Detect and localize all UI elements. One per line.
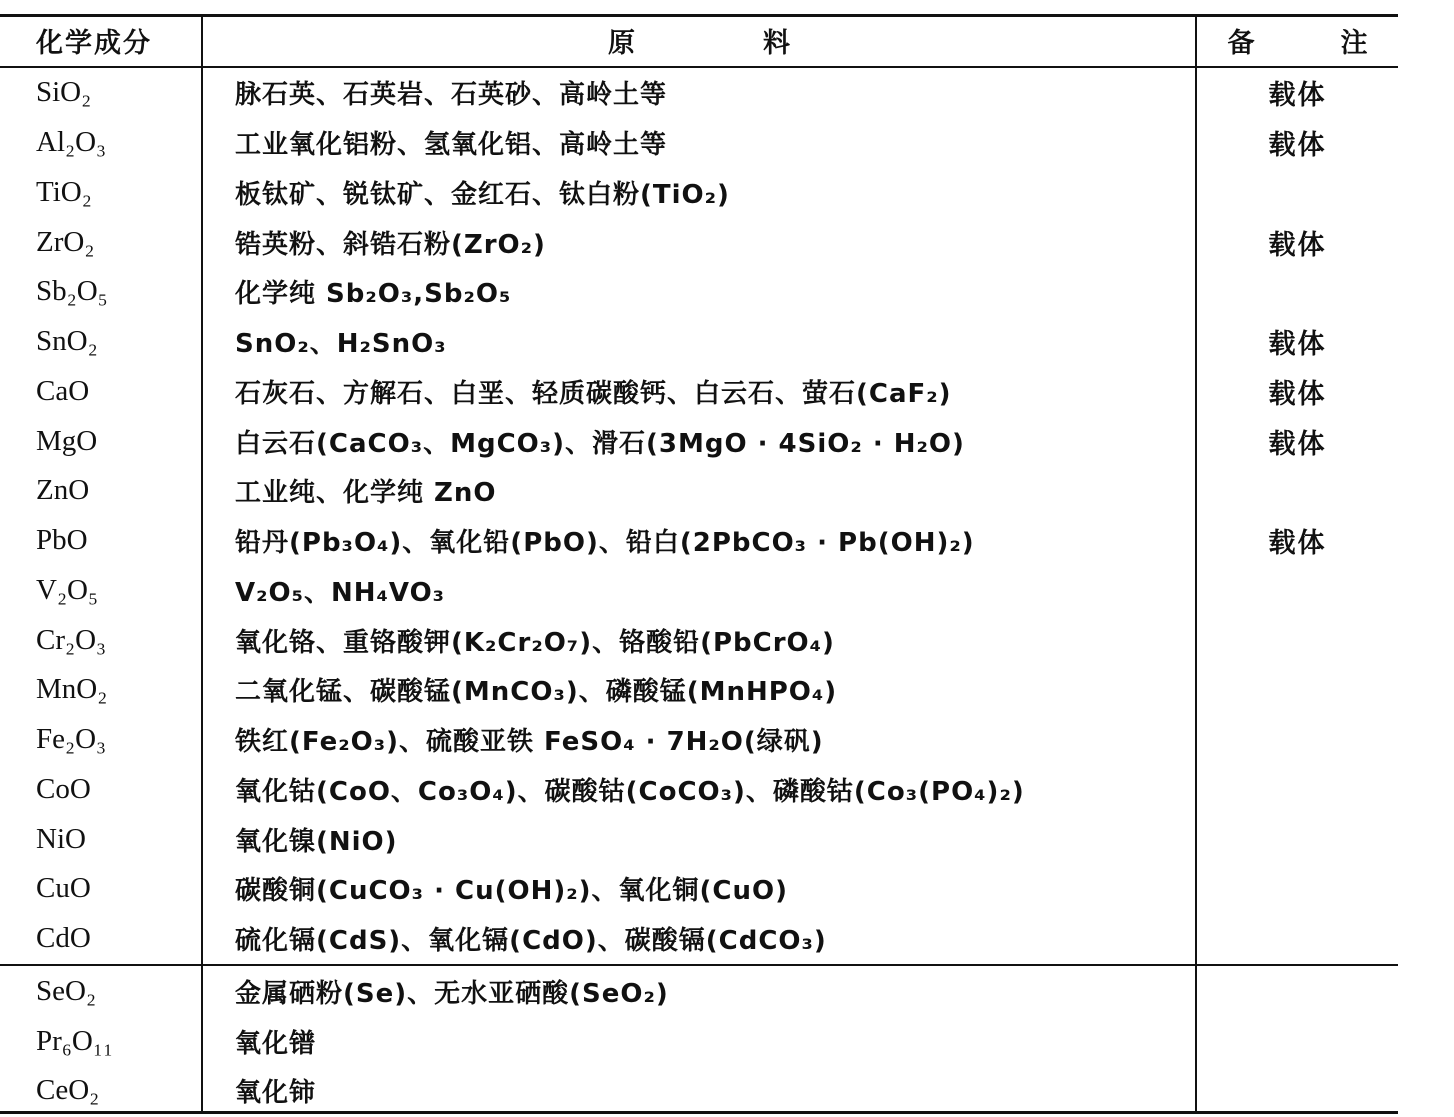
material-cell: 氧化镍(NiO) — [235, 826, 398, 857]
formula-cell: CuO — [36, 872, 91, 905]
table-row — [0, 367, 1398, 417]
formula-cell: CoO — [36, 772, 91, 805]
remark-cell — [1197, 814, 1398, 864]
material-cell: 板钛矿、锐钛矿、金红石、钛白粉(TiO₂) — [235, 179, 730, 210]
table-row — [0, 416, 1398, 466]
table-row — [0, 317, 1398, 367]
table-row — [0, 217, 1398, 267]
table-row — [0, 814, 1398, 864]
formula-cell: SnO₂ — [36, 325, 98, 358]
table-row — [0, 914, 1398, 964]
material-cell: 碳酸铜(CuCO₃ · Cu(OH)₂)、氧化铜(CuO) — [235, 876, 788, 907]
material-cell: 锆英粉、斜锆石粉(ZrO₂) — [235, 229, 546, 260]
material-cell: 氧化镨 — [235, 1028, 317, 1059]
material-cell: 氧化铬、重铬酸钾(K₂Cr₂O₇)、铬酸铅(PbCrO₄) — [235, 627, 835, 658]
table-row — [0, 516, 1398, 566]
table-row — [0, 267, 1398, 317]
formula-cell: TiO₂ — [36, 175, 92, 208]
formula-cell: PbO — [36, 524, 88, 557]
remark-cell — [1197, 615, 1398, 665]
formula-cell: CdO — [36, 922, 91, 955]
formula-cell: MnO₂ — [36, 673, 108, 706]
material-cell: 石灰石、方解石、白垩、轻质碳酸钙、白云石、萤石(CaF₂) — [235, 378, 952, 409]
formula-cell: V₂O₅ — [36, 573, 99, 606]
remark-cell: 载体 — [1268, 80, 1327, 112]
header-material-label: 原料 — [608, 27, 918, 59]
remark-cell: 载体 — [1268, 378, 1327, 410]
material-cell: 工业氧化铝粉、氢氧化铝、高岭土等 — [235, 130, 668, 161]
remark-cell: 载体 — [1268, 528, 1327, 560]
material-cell: 氧化铈 — [235, 1078, 317, 1109]
material-cell: V₂O₅、NH₄VO₃ — [235, 577, 446, 608]
remark-cell — [1197, 864, 1398, 914]
material-cell: 化学纯 Sb₂O₃,Sb₂O₅ — [235, 279, 512, 310]
formula-cell: ZnO — [36, 474, 90, 507]
remark-cell — [1197, 715, 1398, 765]
formula-cell: Cr₂O₃ — [36, 623, 107, 656]
table-row — [0, 466, 1398, 516]
table-row — [0, 118, 1398, 168]
header-material — [203, 14, 1195, 66]
remark-cell — [1197, 1066, 1398, 1116]
remark-cell — [1197, 967, 1398, 1017]
material-cell: 铅丹(Pb₃O₄)、氧化铅(PbO)、铅白(2PbCO₃ · Pb(OH)₂) — [235, 528, 975, 559]
table-row — [0, 967, 1398, 1017]
table-row — [0, 615, 1398, 665]
table-row — [0, 864, 1398, 914]
table-row — [0, 1066, 1398, 1116]
table-row — [0, 168, 1398, 218]
formula-cell: Sb₂O₅ — [36, 275, 108, 308]
remark-cell — [1197, 1016, 1398, 1066]
formula-cell: Pr₆O₁₁ — [36, 1024, 114, 1057]
formula-cell: Al₂O₃ — [36, 126, 107, 159]
table-row — [0, 765, 1398, 815]
remark-cell — [1197, 466, 1398, 516]
remark-cell — [1197, 267, 1398, 317]
material-cell: 铁红(Fe₂O₃)、硫酸亚铁 FeSO₄ · 7H₂O(绿矾) — [235, 727, 824, 758]
formula-cell: CeO₂ — [36, 1074, 100, 1107]
formula-cell: Fe₂O₃ — [36, 723, 107, 756]
table-row — [0, 566, 1398, 616]
material-cell: 二氧化锰、碳酸锰(MnCO₃)、磷酸锰(MnHPO₄) — [235, 677, 838, 708]
material-cell: 硫化镉(CdS)、氧化镉(CdO)、碳酸镉(CdCO₃) — [235, 926, 827, 957]
material-cell: 工业纯、化学纯 ZnO — [235, 478, 497, 509]
material-cell: 金属硒粉(Se)、无水亚硒酸(SeO₂) — [235, 978, 669, 1009]
remark-cell — [1197, 914, 1398, 964]
remark-cell: 载体 — [1268, 428, 1327, 460]
material-cell: 脉石英、石英岩、石英砂、高岭土等 — [235, 80, 668, 111]
header-component: 化学成分 — [36, 27, 152, 59]
table-row — [0, 665, 1398, 715]
header-remark — [1197, 14, 1454, 66]
formula-cell: MgO — [36, 424, 98, 457]
remark-cell: 载体 — [1268, 229, 1327, 261]
formula-cell: SiO₂ — [36, 76, 92, 109]
remark-cell — [1197, 566, 1398, 616]
material-cell: 氧化钴(CoO、Co₃O₄)、碳酸钴(CoCO₃)、磷酸钴(Co₃(PO₄)₂) — [235, 776, 1025, 807]
formula-cell: NiO — [36, 822, 86, 855]
table-row — [0, 1016, 1398, 1066]
material-cell: 白云石(CaCO₃、MgCO₃)、滑石(3MgO · 4SiO₂ · H₂O) — [235, 428, 965, 459]
remark-cell — [1197, 765, 1398, 815]
remark-cell — [1197, 168, 1398, 218]
formula-cell: CaO — [36, 374, 90, 407]
table-section-rule — [0, 964, 1398, 966]
table-row — [0, 715, 1398, 765]
remark-cell: 载体 — [1268, 130, 1327, 162]
remark-cell: 载体 — [1268, 329, 1327, 361]
formula-cell: SeO₂ — [36, 974, 97, 1007]
table-row — [0, 68, 1398, 118]
header-remark-label: 备注 — [1227, 27, 1454, 59]
remark-cell — [1197, 665, 1398, 715]
formula-cell: ZrO₂ — [36, 225, 95, 258]
material-cell: SnO₂、H₂SnO₃ — [235, 329, 447, 360]
